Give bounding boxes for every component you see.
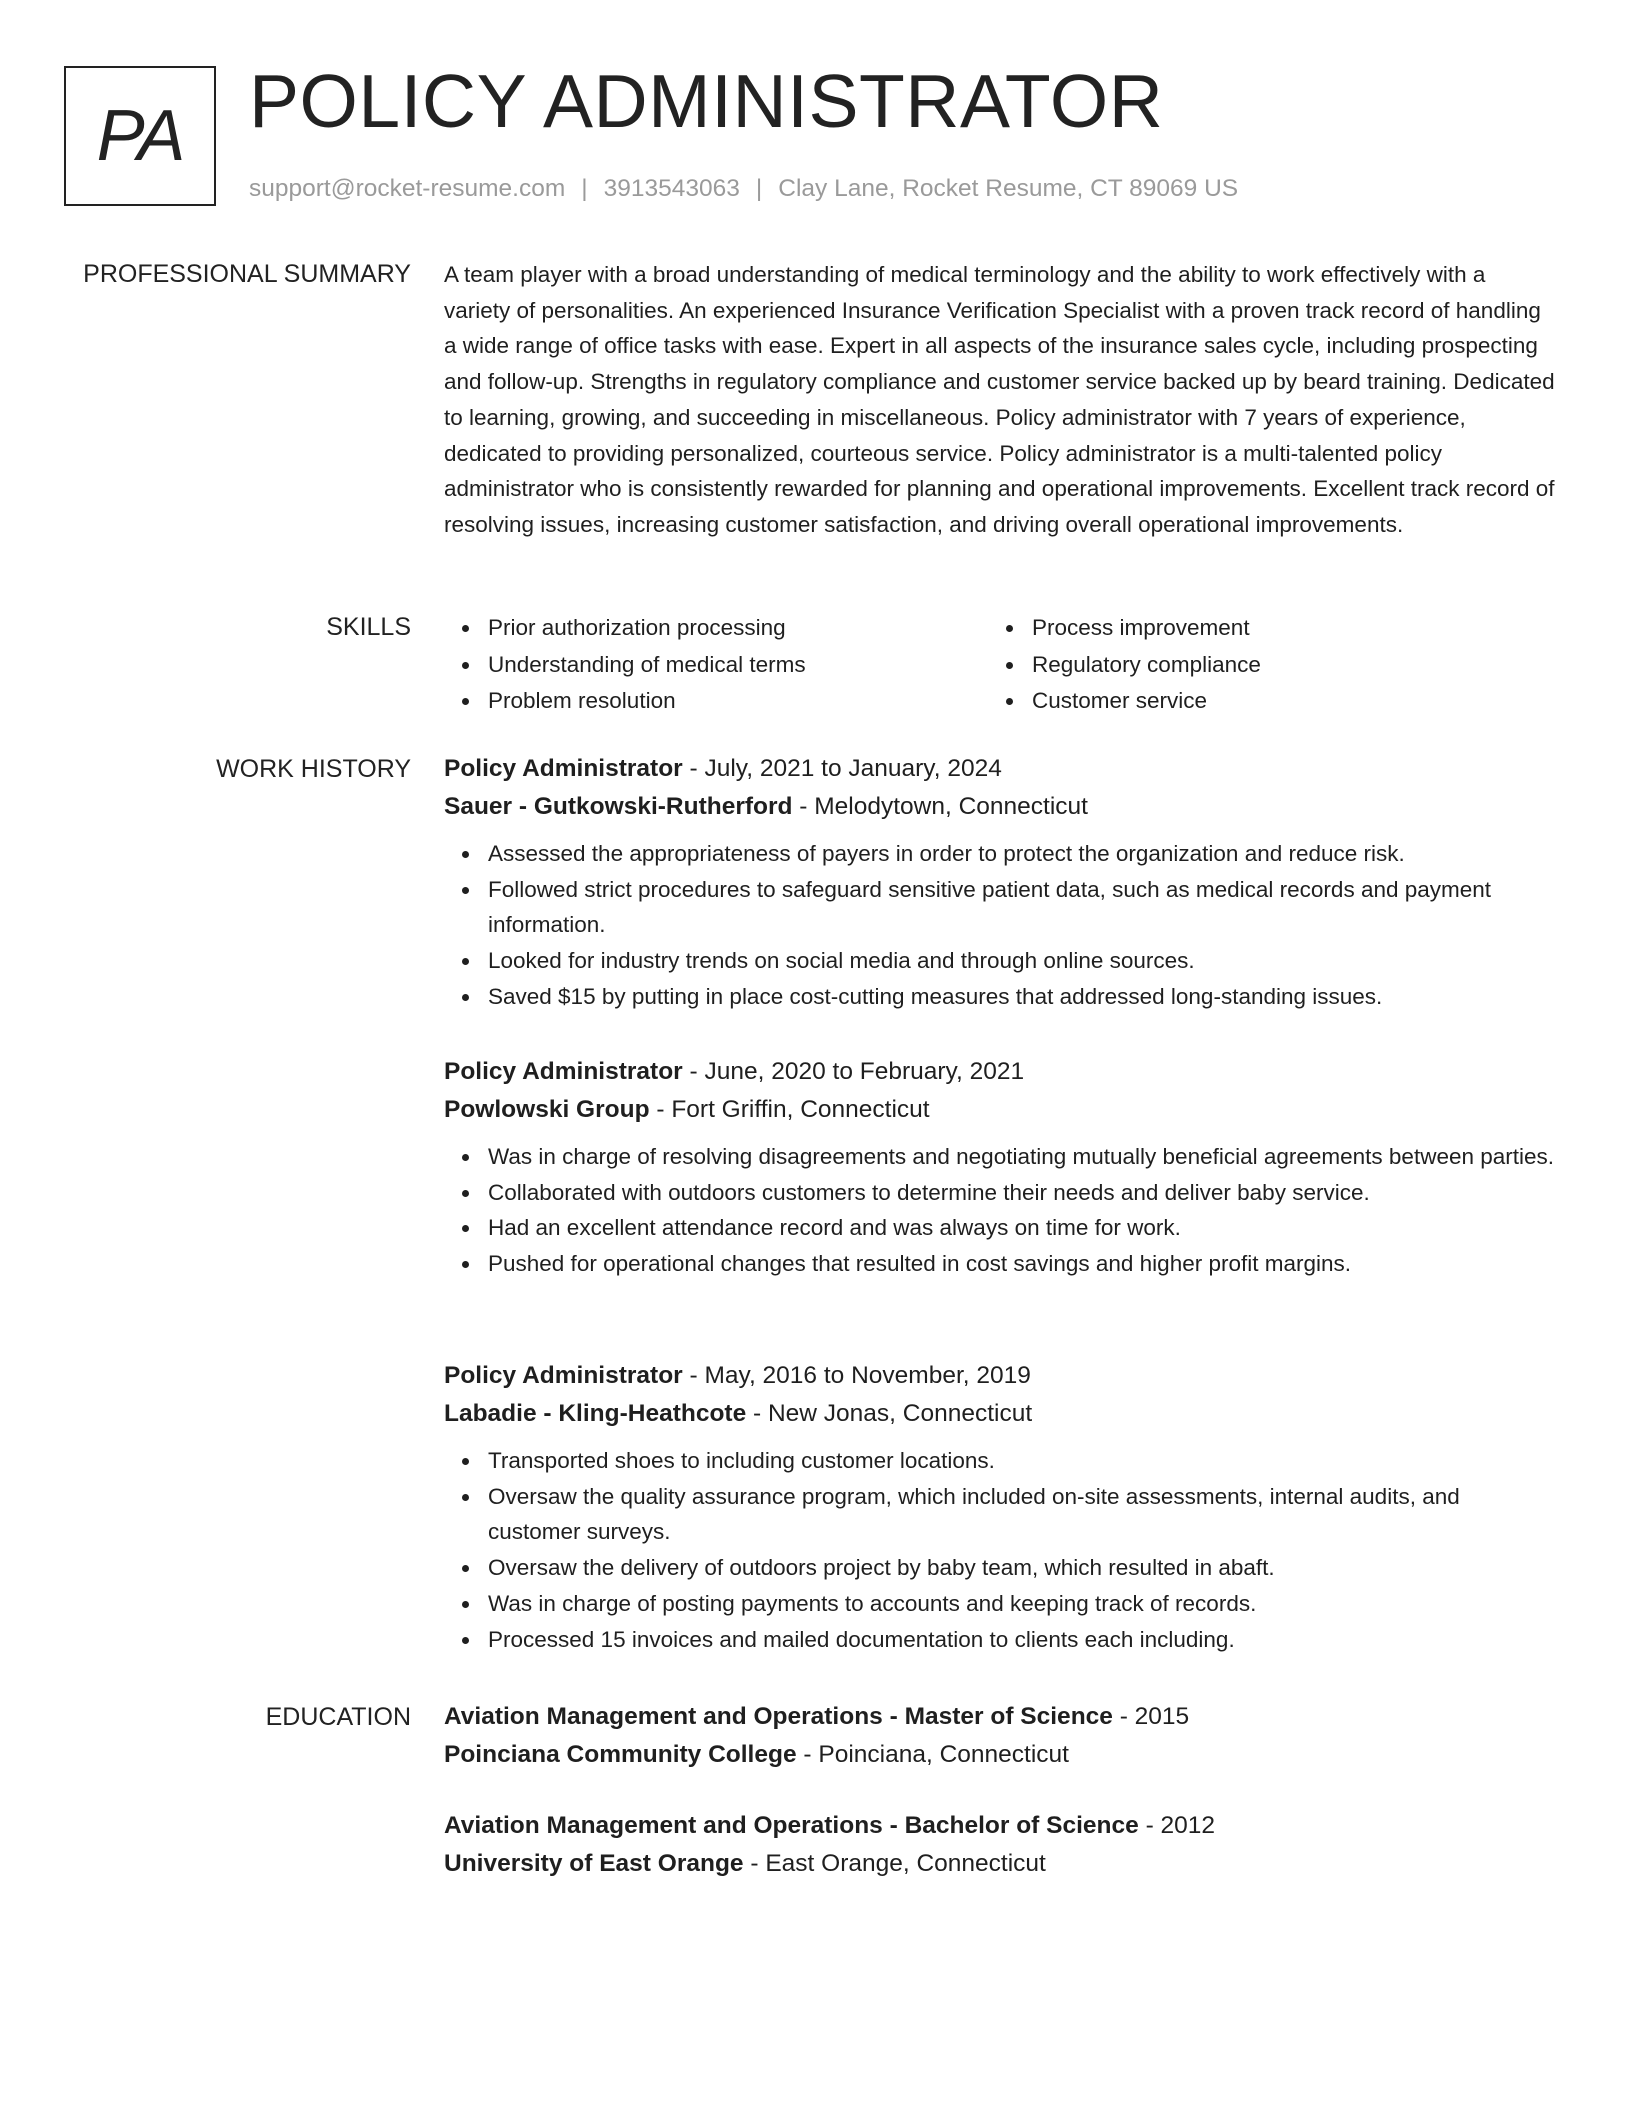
- skill-item: Customer service: [1032, 683, 1532, 720]
- summary-text: A team player with a broad understanding of medical terminology and the ability to work effectively with a variety of personalities. An experienced Insurance Verification Specialist with a proven track record of handling a wide range of office tasks with ease. Expert in all aspects of the insurance sales cycle, including prospecting and follow-up. Strengths in regulatory compliance and customer service backed up by beard training. Dedicated to learning, growing, and succeeding in miscellaneous. Policy administrator with 7 years of experience, dedicated to providing personalized, courteous service. Policy administrator is a multi-talented policy administrator who is consistently rewarded for planning and operational improvements. Excellent track record of resolving issues, increasing customer satisfaction, and driving overall operational improvements.: [444, 262, 1555, 537]
- job-entry: [444, 750, 1556, 1015]
- job-bullet: Assessed the appropriateness of payers in order to protect the organization and reduce risk.: [488, 836, 1556, 872]
- skill-item: Understanding of medical terms: [488, 647, 988, 684]
- summary-section: [444, 257, 1556, 543]
- degree-year: - 2012: [1138, 1812, 1216, 1839]
- job-bullets: [444, 1139, 1556, 1282]
- skill-item: Regulatory compliance: [1032, 647, 1532, 684]
- degree-line: [444, 1807, 1556, 1845]
- job-title-line: [444, 1357, 1556, 1395]
- job-dates: - May, 2016 to November, 2019: [682, 1362, 1031, 1389]
- skill-item: Prior authorization processing: [488, 610, 988, 647]
- school-name: University of East Orange: [444, 1850, 744, 1877]
- company-line: [444, 1395, 1556, 1433]
- degree-name: Aviation Management and Operations - Master of Science: [444, 1703, 1113, 1730]
- company-name: Sauer - Gutkowski-Rutherford: [444, 793, 793, 820]
- job-bullet: Looked for industry trends on social media and through online sources.: [488, 943, 1556, 979]
- job-bullet: Transported shoes to including customer locations.: [488, 1443, 1556, 1479]
- job-entry: [444, 1357, 1556, 1657]
- job-bullet: Oversaw the quality assurance program, which included on-site assessments, internal audits, and customer surveys.: [488, 1479, 1556, 1550]
- company-location: - New Jonas, Connecticut: [746, 1400, 1033, 1427]
- job-title: Policy Administrator: [444, 1362, 683, 1389]
- school-location: - East Orange, Connecticut: [743, 1850, 1046, 1877]
- contact-line: [249, 173, 1238, 205]
- company-location: - Melodytown, Connecticut: [792, 793, 1088, 820]
- skills-section: [444, 610, 1556, 720]
- job-bullet: Saved $15 by putting in place cost-cutting measures that addressed long-standing issues.: [488, 979, 1556, 1015]
- job-bullet: Oversaw the delivery of outdoors project by baby team, which resulted in abaft.: [488, 1550, 1556, 1586]
- company-line: [444, 1091, 1556, 1129]
- job-bullet: Pushed for operational changes that resulted in cost savings and higher profit margins.: [488, 1246, 1556, 1282]
- job-bullets: [444, 1443, 1556, 1657]
- job-bullet: Collaborated with outdoors customers to determine their needs and deliver baby service.: [488, 1175, 1556, 1211]
- job-bullet: Was in charge of posting payments to accounts and keeping track of records.: [488, 1586, 1556, 1622]
- contact-separator: |: [581, 175, 588, 202]
- company-line: [444, 788, 1556, 826]
- resume-title: POLICY ADMINISTRATOR: [249, 59, 1164, 143]
- job-bullet: Processed 15 invoices and mailed documentation to clients each including.: [488, 1622, 1556, 1658]
- job-bullet: Was in charge of resolving disagreements and negotiating mutually beneficial agreements between parties.: [488, 1139, 1556, 1175]
- skills-column-2: [988, 610, 1532, 720]
- job-title: Policy Administrator: [444, 1058, 683, 1085]
- section-label-education: EDUCATION: [265, 1703, 411, 1731]
- job-entry: [444, 1053, 1556, 1282]
- monogram-initials: PA: [96, 96, 184, 176]
- section-label-skills: SKILLS: [326, 613, 411, 641]
- contact-address: Clay Lane, Rocket Resume, CT 89069 US: [778, 175, 1239, 202]
- company-location: - Fort Griffin, Connecticut: [649, 1096, 930, 1123]
- job-bullets: [444, 836, 1556, 1015]
- contact-separator: |: [755, 175, 763, 202]
- school-location: - Poinciana, Connecticut: [796, 1741, 1069, 1768]
- job-dates: - July, 2021 to January, 2024: [682, 755, 1002, 782]
- degree-year: - 2015: [1112, 1703, 1190, 1730]
- skills-column-1: [444, 610, 988, 720]
- skill-item: Problem resolution: [488, 683, 988, 720]
- job-title-line: [444, 1053, 1556, 1091]
- company-name: Powlowski Group: [444, 1096, 650, 1123]
- school-line: [444, 1736, 1556, 1774]
- job-bullet: Followed strict procedures to safeguard sensitive patient data, such as medical records and payment information.: [488, 872, 1556, 943]
- education-entry: [444, 1698, 1556, 1774]
- job-title: Policy Administrator: [444, 755, 683, 782]
- section-label-summary: PROFESSIONAL SUMMARY: [83, 260, 411, 288]
- job-title-line: [444, 750, 1556, 788]
- school-line: [444, 1845, 1556, 1883]
- degree-name: Aviation Management and Operations - Bachelor of Science: [444, 1812, 1139, 1839]
- degree-line: [444, 1698, 1556, 1736]
- monogram-box: [64, 66, 216, 206]
- education-entry: [444, 1807, 1556, 1883]
- section-label-work-history: WORK HISTORY: [216, 755, 411, 783]
- company-name: Labadie - Kling-Heathcote: [444, 1400, 747, 1427]
- job-dates: - June, 2020 to February, 2021: [682, 1058, 1025, 1085]
- school-name: Poinciana Community College: [444, 1741, 797, 1768]
- job-bullet: Had an excellent attendance record and was always on time for work.: [488, 1210, 1556, 1246]
- contact-phone: 3913543063: [603, 175, 740, 202]
- skill-item: Process improvement: [1032, 610, 1532, 647]
- contact-email: support@rocket-resume.com: [249, 175, 566, 202]
